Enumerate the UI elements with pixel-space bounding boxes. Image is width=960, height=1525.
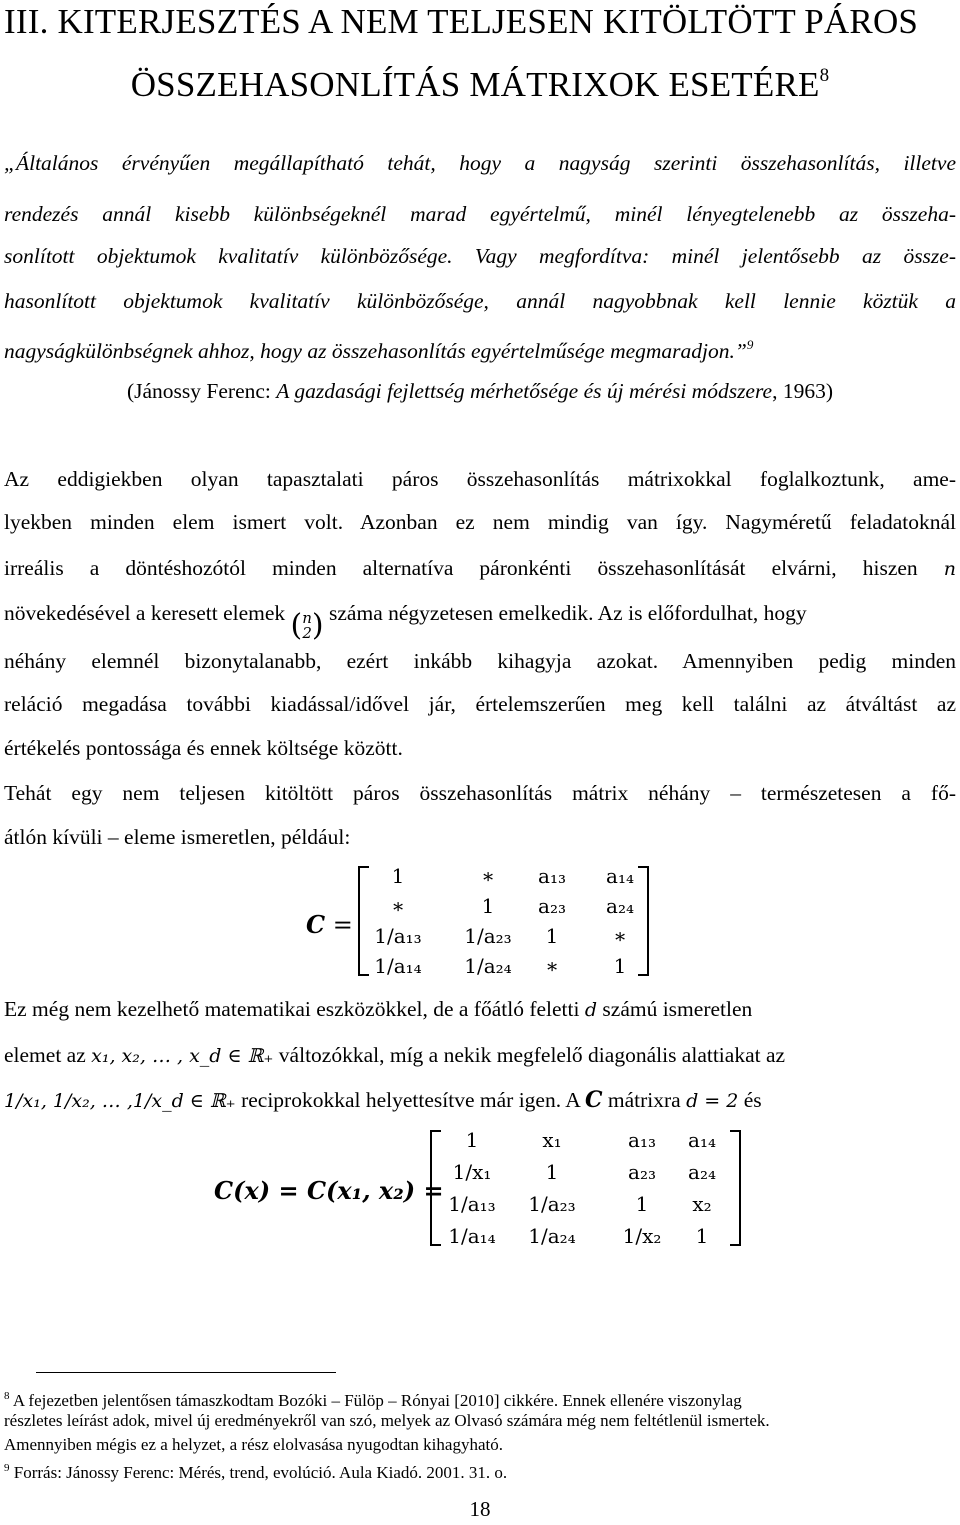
para3-line-3: [4, 1087, 956, 1114]
para3-line-2-post: változókkal, míg a nekik megfelelő diagonális alattiakat az: [278, 1043, 786, 1067]
matrix2-cell-r3c3: 1: [635, 1192, 649, 1216]
math-variables: x₁, x₂, … , x_d ∈ ℝ₊: [91, 1045, 274, 1067]
para3-line-3-mid2: mátrixra: [607, 1088, 681, 1112]
citation-suffix: , 1963): [772, 379, 834, 403]
matrix2-cell-r2c3: a₂₃: [628, 1160, 656, 1184]
matrix1-cell-r3c4: ∗: [613, 924, 627, 948]
footnote-9-mark: 9: [4, 1462, 10, 1474]
matrix1-cell-r4c4: 1: [613, 954, 627, 978]
footnote-8-mark: 8: [4, 1390, 10, 1402]
matrix1-cell-r3c3: 1: [545, 924, 559, 948]
matrix2-cell-r3c2: 1/a₂₃: [528, 1192, 576, 1216]
math-reciprocals: 1/x₁, 1/x₂, … ,1/x_d ∈ ℝ₊: [4, 1090, 236, 1112]
matrix1-cell-r1c3: a₁₃: [538, 864, 566, 888]
matrix2-cell-r1c1: 1: [465, 1128, 479, 1152]
math-d: d: [584, 999, 598, 1021]
footnote-9-text: Forrás: Jánossy Ferenc: Mérés, trend, evolúció. Aula Kiadó. 2001. 31. o.: [13, 1463, 508, 1482]
matrix-c-symbol: C: [306, 910, 326, 939]
footnote-ref-8[interactable]: 8: [819, 65, 830, 86]
para1-line-1: Az eddigiekben olyan tapasztalati páros összehasonlítás mátrixokkal foglalkoztunk, ame-: [4, 467, 956, 491]
para1-line-2: lyekben minden elem ismert volt. Azonban ez nem mindig van így. Nagyméretű feladatoknál: [4, 510, 956, 534]
quote-line-3: sonlított objektumok kvalitatív különbözősége. Vagy megfordítva: minél jelentősebb az össze-: [4, 244, 956, 268]
matrix1-cell-r2c1: ∗: [391, 894, 405, 918]
matrix1-cell-r2c2: 1: [481, 894, 495, 918]
para3-line-3-mid: reciprokokkal helyettesítve már igen. A: [241, 1088, 580, 1112]
page-number: 18: [469, 1497, 491, 1521]
matrix2-cell-r4c2: 1/a₂₄: [528, 1224, 576, 1248]
para1-line-3: [4, 555, 956, 582]
matrix1-cell-r2c3: a₂₃: [538, 894, 566, 918]
para3-line-3-end: és: [743, 1088, 762, 1112]
matrix2-cell-r3c4: x₂: [692, 1192, 712, 1216]
matrix1-cell-r1c4: a₁₄: [606, 864, 634, 888]
matrix1-cell-r4c3: ∗: [545, 954, 559, 978]
matrix2-cell-r2c2: 1: [545, 1160, 559, 1184]
footnote-8-line-2: részletes leírást adok, mivel új eredményekről van szó, melyek az Olvasó számára még nem feltétlenül ismertek.: [4, 1411, 770, 1430]
quote-last-text: nagyságkülönbségnek ahhoz, hogy az összehasonlítás egyértelműsége megmaradjon.”: [4, 339, 747, 363]
matrix2-cell-r2c1: 1/x₁: [452, 1160, 492, 1184]
matrix1-cell-r3c1: 1/a₁₃: [374, 924, 422, 948]
footnote-8-text-1: A fejezetben jelentősen támaszkodtam Bozóki – Fülöp – Rónyai [2010] cikkére. Ennek ellenére viszonylag: [12, 1391, 742, 1410]
matrix2-cell-r2c4: a₂₄: [688, 1160, 716, 1184]
citation-title: A gazdasági fejlettség mérhetősége és új mérési módszere: [276, 379, 773, 403]
math-n: n: [943, 558, 956, 580]
para3-line-2-pre: elemet az: [4, 1043, 86, 1067]
matrix2-cell-r3c1: 1/a₁₃: [448, 1192, 496, 1216]
binomial-n-2: (n 2): [290, 608, 324, 643]
quote-line-4: hasonlított objektumok kvalitatív különbözősége, annál nagyobbnak kell lennie köztük a: [4, 289, 956, 313]
para3-line-1: [4, 996, 956, 1023]
para1-line-4: [4, 600, 956, 641]
matrix1-cell-r1c2: ∗: [481, 864, 495, 888]
para1-line-6: reláció megadása további kiadással/idővel jár, értelemszerűen meg kell találni az átváltást az: [4, 692, 956, 716]
binom-top: n: [302, 609, 312, 627]
matrix2-cell-r1c2: x₁: [542, 1128, 562, 1152]
footnote-ref-9[interactable]: 9: [746, 337, 754, 352]
para3-line-2: [4, 1042, 956, 1069]
para3-line-1-pre: Ez még nem kezelhető matematikai eszközökkel, de a főátló feletti: [4, 997, 580, 1021]
matrix-cx-label: [214, 1176, 444, 1205]
matrix1-cell-r3c2: 1/a₂₃: [464, 924, 512, 948]
para3-line-1-post: számú ismeretlen: [602, 997, 753, 1021]
quote-last-line: [4, 332, 956, 364]
equals-sign: =: [332, 911, 353, 939]
para1-line-4-post: száma négyzetesen emelkedik. Az is előfordulhat, hogy: [329, 601, 807, 625]
matrix2-cell-r1c3: a₁₃: [628, 1128, 656, 1152]
para2-line-1: Tehát egy nem teljesen kitöltött páros összehasonlítás mátrix néhány – természetesen a fő-: [4, 781, 956, 805]
footnote-separator: [36, 1372, 336, 1373]
chapter-title-text: ÖSSZEHASONLÍTÁS MÁTRIXOK ESETÉRE: [130, 65, 820, 104]
matrix2-cell-r1c4: a₁₄: [688, 1128, 716, 1152]
quote-line-2: rendezés annál kisebb különbségeknél marad egyértelmű, minél lényegtelenebb az összeha-: [4, 202, 956, 226]
matrix1-cell-r4c1: 1/a₁₄: [374, 954, 422, 978]
quote-citation: [0, 378, 960, 404]
binom-bottom: 2: [302, 624, 312, 642]
math-d-eq-2: d = 2: [686, 1090, 739, 1112]
footnote-8-line-1: [4, 1386, 956, 1411]
quote-line-1: „Általános érvényűen megállapítható tehát, hogy a nagyság szerinti összehasonlítás, illetve: [4, 151, 956, 175]
matrix1-cell-r4c2: 1/a₂₄: [464, 954, 512, 978]
math-c: C: [585, 1087, 603, 1113]
matrix2-cell-r4c3: 1/x₂: [622, 1224, 662, 1248]
footnote-8-line-3: Amennyiben mégis ez a helyzet, a rész elolvasása nyugodtan kihagyható.: [4, 1435, 503, 1454]
footnote-9-line: [4, 1458, 956, 1483]
para1-line-7: értékelés pontossága és ennek költsége között.: [4, 736, 403, 760]
para1-line-5: néhány elemnél bizonytalanabb, ezért inkább kihagyja azokat. Amennyiben pedig minden: [4, 649, 956, 673]
matrix-c-label: [306, 910, 353, 939]
citation-prefix: (Jánossy Ferenc:: [126, 379, 277, 403]
para2-line-2: átlón kívüli – eleme ismeretlen, például:: [4, 825, 351, 849]
matrix-cx-text: C(x) = C(x₁, x₂) =: [214, 1176, 444, 1205]
matrix2-cell-r4c4: 1: [695, 1224, 709, 1248]
chapter-title-line-1: III. KITERJESZTÉS A NEM TELJESEN KITÖLTÖTT PÁROS: [4, 2, 919, 41]
matrix1-cell-r2c4: a₂₄: [606, 894, 634, 918]
matrix2-cell-r4c1: 1/a₁₄: [448, 1224, 496, 1248]
chapter-title-line-2: [0, 56, 960, 105]
para1-line-3-text: irreális a döntéshozótól minden alternatíva páronkénti összehasonlítását elvárni, hiszen: [4, 556, 918, 580]
matrix1-cell-r1c1: 1: [391, 864, 405, 888]
para1-line-4-pre: növekedésével a keresett elemek: [4, 601, 286, 625]
